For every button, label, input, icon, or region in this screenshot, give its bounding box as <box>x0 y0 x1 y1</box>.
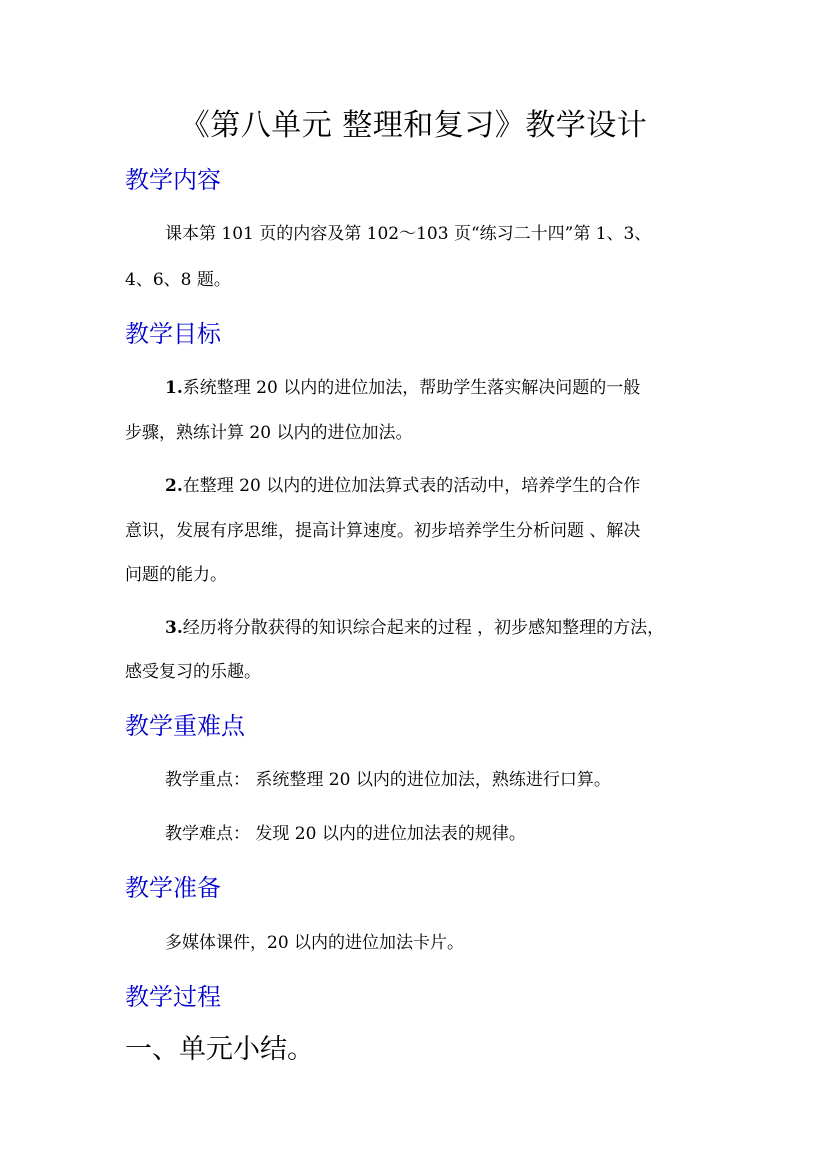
content-text-line2: 4、6、8 题。 <box>125 270 231 290</box>
document-title: 《第八单元 整理和复习》教学设计 <box>179 108 648 143</box>
section-heading-content: 教学内容 <box>125 166 221 194</box>
goal-item-3-text: 经历将分散获得的知识综合起来的过程 ，初步感知整理的方法， <box>182 618 665 638</box>
goal-item-3-number: 3. <box>165 618 183 638</box>
section-heading-preparation: 教学准备 <box>125 874 221 902</box>
process-step-1-heading: 一、单元小结。 <box>125 1034 314 1065</box>
goal-item-1-number: 1. <box>165 378 183 398</box>
goal-item-1-line1 <box>165 373 640 398</box>
goal-item-1-text: 系统整理 20 以内的进位加法，帮助学生落实解决问题的一般 <box>182 378 641 398</box>
section-heading-goals: 教学目标 <box>125 320 221 348</box>
goal-item-2-number: 2. <box>165 476 183 496</box>
section-heading-process: 教学过程 <box>125 983 221 1011</box>
goal-item-2-line3: 问题的能力。 <box>125 565 227 585</box>
goal-item-1-line2: 步骤，熟练计算 20 以内的进位加法。 <box>125 423 413 443</box>
difficult-point-text: 教学难点： 发现 20 以内的进位加法表的规律。 <box>165 824 526 844</box>
section-heading-key-points: 教学重难点 <box>125 712 245 740</box>
content-text-line1: 课本第 101 页的内容及第 102～103 页“练习二十四”第 1、3、 <box>165 224 652 244</box>
preparation-text: 多媒体课件，20 以内的进位加法卡片。 <box>165 933 465 953</box>
goal-item-3-line1 <box>165 613 664 638</box>
goal-item-3-line2: 感受复习的乐趣。 <box>125 662 261 682</box>
goal-item-2-line1 <box>165 471 640 496</box>
key-point-text: 教学重点： 系统整理 20 以内的进位加法，熟练进行口算。 <box>165 770 611 790</box>
goal-item-2-text: 在整理 20 以内的进位加法算式表的活动中，培养学生的合作 <box>182 476 641 496</box>
goal-item-2-line2: 意识，发展有序思维，提高计算速度。初步培养学生分析问题 、解决 <box>125 521 641 541</box>
